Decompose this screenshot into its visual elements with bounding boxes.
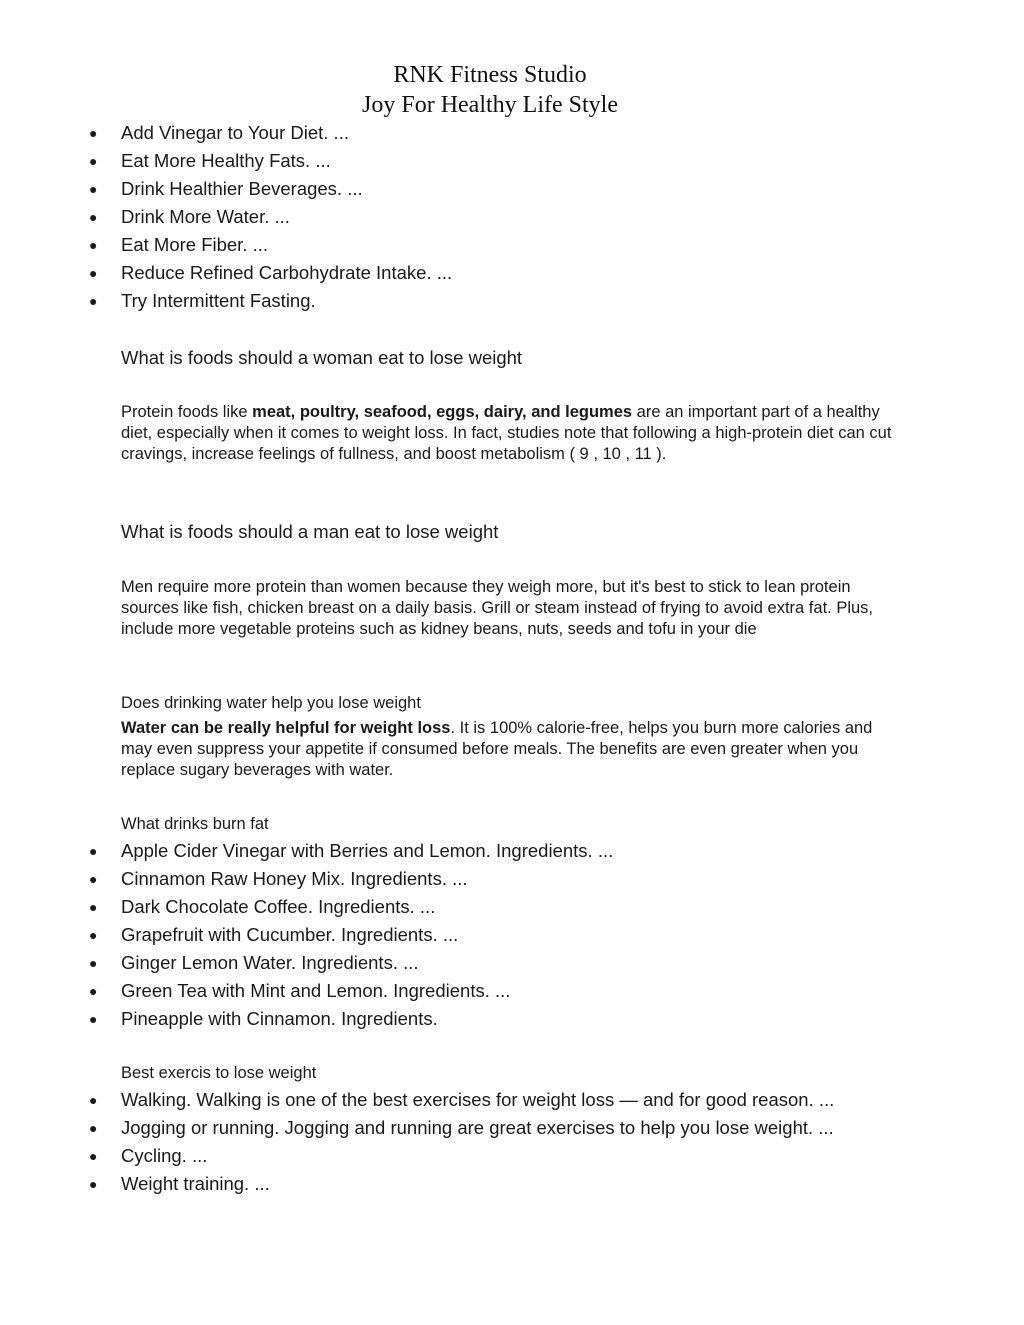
list-item: ● Green Tea with Mint and Lemon. Ingredients. ... — [0, 977, 1024, 1005]
studio-subtitle: Joy For Healthy Life Style — [362, 92, 618, 118]
bullet-icon: ● — [89, 1176, 98, 1192]
list-item: ● Eat More Healthy Fats. ... — [0, 147, 1024, 175]
drinks-list — [0, 837, 1024, 1033]
list-item: ● Eat More Fiber. ... — [0, 231, 1024, 259]
bullet-icon: ● — [89, 955, 98, 971]
bullet-icon: ● — [89, 843, 98, 859]
drinks-section-heading: What drinks burn fat — [121, 815, 269, 833]
bullet-icon: ● — [89, 181, 98, 197]
bullet-icon: ● — [89, 209, 98, 225]
studio-title: RNK Fitness Studio — [393, 62, 587, 88]
bullet-icon: ● — [89, 899, 98, 915]
bullet-icon: ● — [89, 1092, 98, 1108]
exercise-list — [0, 1086, 1024, 1198]
bullet-icon: ● — [89, 871, 98, 887]
exercise-section-heading: Best exercis to lose weight — [121, 1064, 317, 1082]
list-item: ● Reduce Refined Carbohydrate Intake. ... — [0, 259, 1024, 287]
list-item: ● Weight training. ... — [0, 1170, 1024, 1198]
bullet-icon: ● — [89, 927, 98, 943]
list-item: ● Drink Healthier Beverages. ... — [0, 175, 1024, 203]
bullet-icon: ● — [89, 125, 98, 141]
list-item: ● Dark Chocolate Coffee. Ingredients. ... — [0, 893, 1024, 921]
list-item: ● Apple Cider Vinegar with Berries and Lemon. Ingredients. ... — [0, 837, 1024, 865]
bullet-icon: ● — [89, 237, 98, 253]
list-item: ● Drink More Water. ... — [0, 203, 1024, 231]
bullet-icon: ● — [89, 1148, 98, 1164]
list-item: ● Ginger Lemon Water. Ingredients. ... — [0, 949, 1024, 977]
list-item: ● Add Vinegar to Your Diet. ... — [0, 119, 1024, 147]
man-section-heading: What is foods should a man eat to lose weight — [121, 521, 499, 542]
bullet-icon: ● — [89, 293, 98, 309]
tips-list — [0, 119, 1024, 315]
woman-section-heading: What is foods should a woman eat to lose weight — [121, 347, 523, 368]
bullet-icon: ● — [89, 1011, 98, 1027]
list-item: ● Grapefruit with Cucumber. Ingredients. ... — [0, 921, 1024, 949]
list-item: ● Walking. Walking is one of the best exercises for weight loss — and for good reason. ... — [0, 1086, 1024, 1114]
list-item: ● Cinnamon Raw Honey Mix. Ingredients. ... — [0, 865, 1024, 893]
woman-section-paragraph: Protein foods like meat, poultry, seafood, eggs, dairy, and legumes are an important part of a healthy diet, especially when it comes to weight loss. In fact, studies note that following a high-protein diet can cut cravings, increase feelings of fullness, and boost metabolism ( 9 , 10 , 11 ). — [121, 403, 892, 463]
bullet-icon: ● — [89, 153, 98, 169]
bullet-icon: ● — [89, 265, 98, 281]
water-section-heading: Does drinking water help you lose weight — [121, 694, 421, 712]
water-section-paragraph: Water can be really helpful for weight loss. It is 100% calorie-free, helps you burn more calories and may even suppress your appetite if consumed before meals. The benefits are even greater when you replace sugary beverages with water. — [121, 719, 873, 779]
bullet-icon: ● — [89, 1120, 98, 1136]
list-item: ● Pineapple with Cinnamon. Ingredients. — [0, 1005, 1024, 1033]
man-section-paragraph: Men require more protein than women because they weigh more, but it's best to stick to lean protein sources like fish, chicken breast on a daily basis. Grill or steam instead of frying to avoid extra fat. Plus, include more vegetable proteins such as kidney beans, nuts, seeds and tofu in your die — [121, 578, 874, 638]
list-item: ● Cycling. ... — [0, 1142, 1024, 1170]
list-item: ● Try Intermittent Fasting. — [0, 287, 1024, 315]
list-item: ● Jogging or running. Jogging and running are great exercises to help you lose weight. ... — [0, 1114, 1024, 1142]
bullet-icon: ● — [89, 983, 98, 999]
